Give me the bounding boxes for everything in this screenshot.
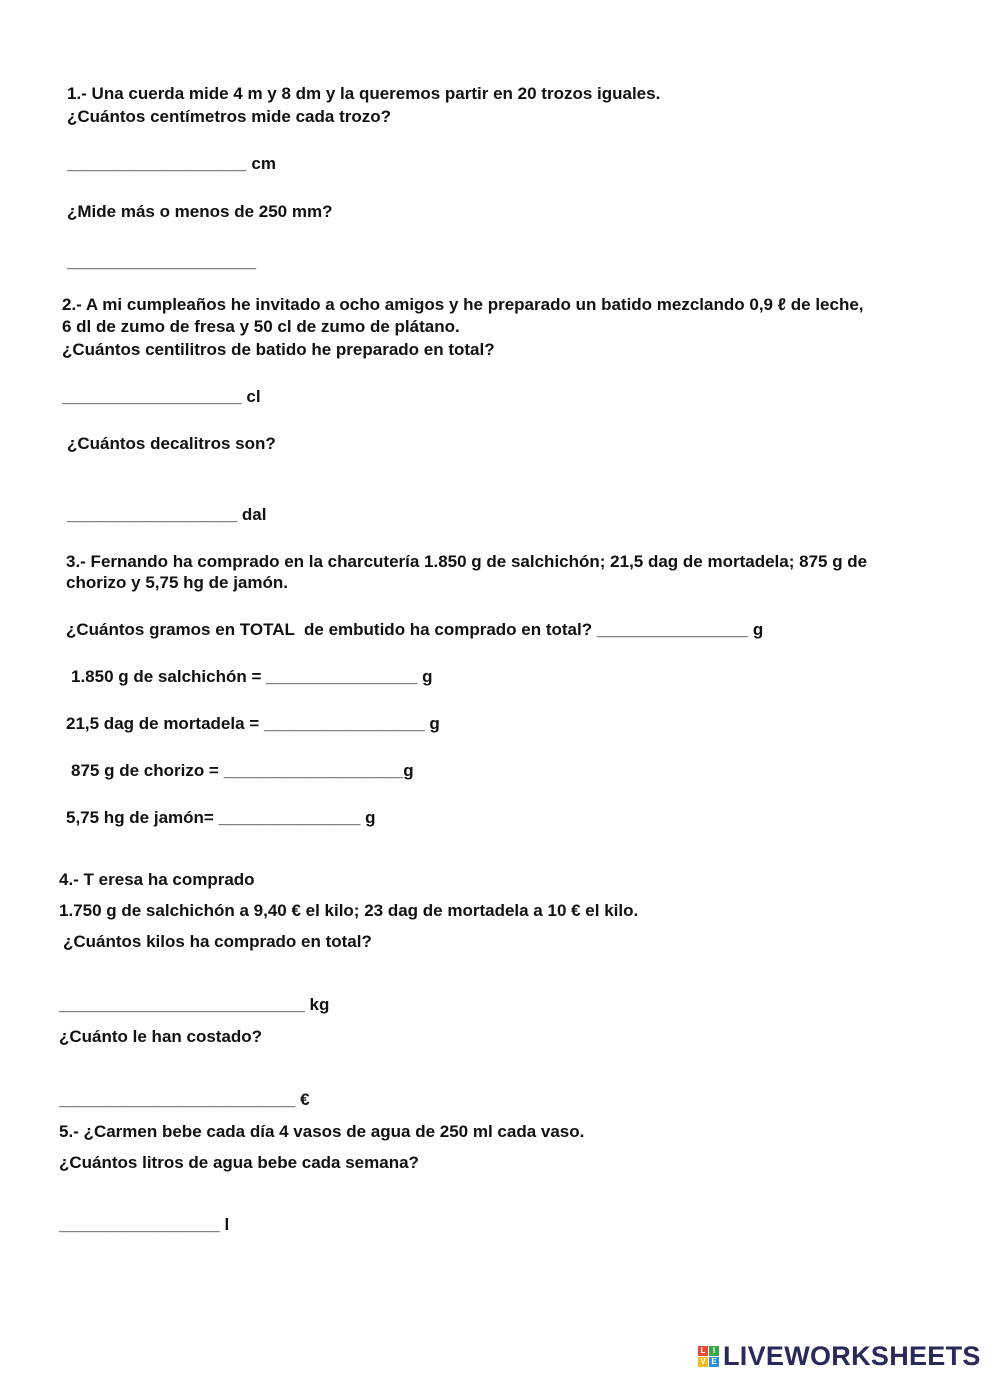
q4-answer-euro[interactable]: _________________________ € [59, 1090, 310, 1109]
q4-answer-kg[interactable]: __________________________ kg [59, 995, 330, 1014]
logo-block: E [709, 1357, 719, 1367]
q4-question: ¿Cuántos kilos ha comprado en total? [63, 932, 372, 951]
logo-block: V [698, 1357, 708, 1367]
q3-statement-line1: 3.- Fernando ha comprado en la charcutería 1.850 g de salchichón; 21,5 dag de mortadela; 875 g de [66, 552, 868, 571]
q2-answer-dal[interactable]: __________________ dal [67, 505, 267, 524]
q5-question: ¿Cuántos litros de agua bebe cada semana? [59, 1153, 419, 1172]
logo-block: I [709, 1346, 719, 1356]
q2-question2: ¿Cuántos decalitros son? [67, 434, 276, 453]
logo-block: L [698, 1346, 708, 1356]
q1-answer2[interactable]: ____________________ [67, 252, 257, 271]
liveworksheets-logo [698, 1340, 981, 1372]
q4-question2: ¿Cuánto le han costado? [59, 1027, 263, 1046]
q5-statement: 5.- ¿Carmen bebe cada día 4 vasos de agua de 250 ml cada vaso. [59, 1122, 585, 1141]
q1-statement-line1: 1.- Una cuerda mide 4 m y 8 dm y la queremos partir en 20 trozos iguales. [67, 84, 661, 103]
q5-answer-l[interactable]: _________________ l [59, 1215, 230, 1234]
q3-sub-chorizo[interactable]: 875 g de chorizo = ___________________g [71, 761, 414, 780]
q2-question: ¿Cuántos centilitros de batido he preparado en total? [62, 340, 495, 359]
q3-question-total[interactable]: ¿Cuántos gramos en TOTAL de embutido ha comprado en total? ________________ g [66, 620, 764, 639]
q1-question: ¿Cuántos centímetros mide cada trozo? [67, 107, 391, 126]
q2-answer-cl[interactable]: ___________________ cl [62, 387, 261, 406]
q1-question2: ¿Mide más o menos de 250 mm? [67, 202, 333, 221]
q4-statement-line2: 1.750 g de salchichón a 9,40 € el kilo; 23 dag de mortadela a 10 € el kilo. [59, 901, 639, 920]
q3-sub-jamon[interactable]: 5,75 hg de jamón= _______________ g [66, 808, 376, 827]
logo-blocks-icon [698, 1346, 719, 1367]
q3-statement-line2: chorizo y 5,75 hg de jamón. [66, 573, 288, 592]
q4-statement-line1: 4.- T eresa ha comprado [59, 870, 255, 889]
logo-text: LIVEWORKSHEETS [723, 1340, 981, 1371]
q3-sub-salchichon[interactable]: 1.850 g de salchichón = ________________ g [71, 667, 433, 686]
q2-statement-line1: 2.- A mi cumpleaños he invitado a ocho amigos y he preparado un batido mezclando 0,9 ℓ de leche, [62, 295, 864, 314]
q2-statement-line2: 6 dl de zumo de fresa y 50 cl de zumo de plátano. [62, 317, 460, 336]
q3-sub-mortadela[interactable]: 21,5 dag de mortadela = _________________ g [66, 714, 440, 733]
q1-answer-cm[interactable]: ___________________ cm [67, 154, 276, 173]
